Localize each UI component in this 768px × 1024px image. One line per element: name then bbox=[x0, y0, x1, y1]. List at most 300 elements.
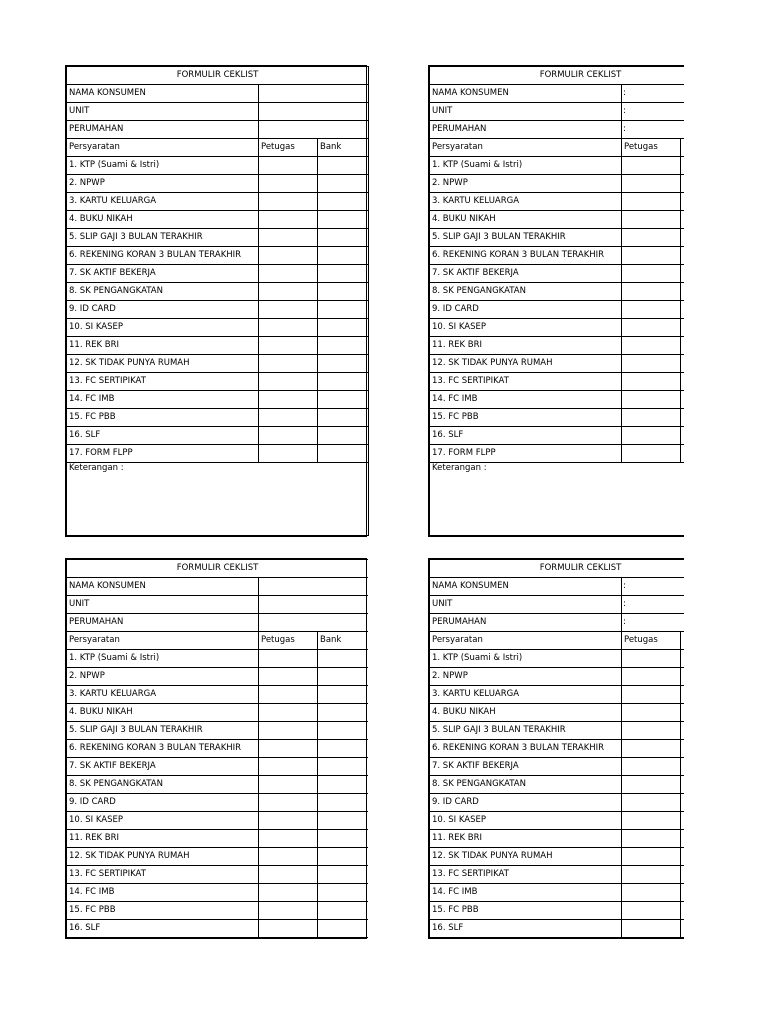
bank-check-cell[interactable] bbox=[318, 193, 369, 211]
table-row bbox=[430, 355, 685, 373]
table-row bbox=[430, 884, 685, 902]
form-title: FORMULIR CEKLIST bbox=[430, 560, 685, 578]
requirement-label: 8. SK PENGANGKATAN bbox=[67, 776, 259, 794]
petugas-check-cell[interactable] bbox=[622, 373, 681, 391]
table-row bbox=[67, 902, 369, 920]
table-row bbox=[430, 211, 685, 229]
petugas-check-cell[interactable] bbox=[622, 722, 681, 740]
table-row bbox=[67, 830, 369, 848]
petugas-check-cell[interactable] bbox=[622, 668, 681, 686]
petugas-check-cell[interactable] bbox=[259, 866, 318, 884]
field-value-unit[interactable] bbox=[259, 103, 369, 121]
bank-check-cell[interactable] bbox=[681, 409, 685, 427]
keterangan-box[interactable] bbox=[67, 463, 369, 536]
keterangan-label: Keterangan : bbox=[69, 463, 124, 473]
bank-check-cell[interactable] bbox=[318, 445, 369, 463]
bank-check-cell[interactable] bbox=[318, 283, 369, 301]
bank-check-cell[interactable] bbox=[681, 902, 685, 920]
bank-check-cell[interactable] bbox=[318, 812, 369, 830]
requirement-label: 3. KARTU KELUARGA bbox=[430, 193, 622, 211]
bank-check-cell[interactable] bbox=[318, 848, 369, 866]
table-row bbox=[67, 758, 369, 776]
bank-check-cell[interactable] bbox=[681, 211, 685, 229]
petugas-check-cell[interactable] bbox=[622, 211, 681, 229]
table-row bbox=[67, 668, 369, 686]
requirement-label: 3. KARTU KELUARGA bbox=[67, 686, 259, 704]
petugas-check-cell[interactable] bbox=[622, 157, 681, 175]
requirement-label: 10. SI KASEP bbox=[430, 812, 622, 830]
petugas-check-cell[interactable] bbox=[259, 668, 318, 686]
checklist-form-bottom-right-clip bbox=[428, 558, 684, 942]
column-header-petugas: Petugas bbox=[259, 139, 318, 157]
petugas-check-cell[interactable] bbox=[259, 229, 318, 247]
petugas-check-cell[interactable] bbox=[259, 830, 318, 848]
table-row bbox=[67, 373, 369, 391]
requirement-label: 15. FC PBB bbox=[430, 902, 622, 920]
bank-check-cell[interactable] bbox=[318, 920, 369, 938]
petugas-check-cell[interactable] bbox=[622, 740, 681, 758]
bank-check-cell[interactable] bbox=[681, 391, 685, 409]
table-row bbox=[67, 722, 369, 740]
field-label-nama-konsumen: NAMA KONSUMEN bbox=[430, 578, 622, 596]
bank-check-cell[interactable] bbox=[318, 902, 369, 920]
table-row bbox=[67, 848, 369, 866]
requirement-label: 7. SK AKTIF BEKERJA bbox=[430, 265, 622, 283]
checklist-form-bottom-left bbox=[65, 558, 367, 939]
bank-check-cell[interactable] bbox=[681, 337, 685, 355]
table-row bbox=[430, 758, 685, 776]
petugas-check-cell[interactable] bbox=[259, 373, 318, 391]
petugas-check-cell[interactable] bbox=[622, 229, 681, 247]
table-row bbox=[67, 427, 369, 445]
table-row bbox=[67, 193, 369, 211]
petugas-check-cell[interactable] bbox=[259, 740, 318, 758]
bank-check-cell[interactable] bbox=[318, 830, 369, 848]
checklist-table bbox=[66, 66, 369, 536]
petugas-check-cell[interactable] bbox=[622, 355, 681, 373]
petugas-check-cell[interactable] bbox=[622, 427, 681, 445]
bank-check-cell[interactable] bbox=[318, 884, 369, 902]
requirement-label: 2. NPWP bbox=[430, 175, 622, 193]
column-header-persyaratan: Persyaratan bbox=[430, 632, 622, 650]
column-header-persyaratan: Persyaratan bbox=[430, 139, 622, 157]
petugas-check-cell[interactable] bbox=[622, 650, 681, 668]
table-row bbox=[67, 301, 369, 319]
requirement-label: 4. BUKU NIKAH bbox=[430, 704, 622, 722]
petugas-check-cell[interactable] bbox=[259, 355, 318, 373]
bank-check-cell[interactable] bbox=[681, 668, 685, 686]
table-row bbox=[430, 229, 685, 247]
bank-check-cell[interactable] bbox=[681, 193, 685, 211]
petugas-check-cell[interactable] bbox=[259, 301, 318, 319]
bank-check-cell[interactable] bbox=[318, 373, 369, 391]
table-row bbox=[430, 157, 685, 175]
table-row bbox=[67, 884, 369, 902]
requirement-label: 12. SK TIDAK PUNYA RUMAH bbox=[430, 848, 622, 866]
petugas-check-cell[interactable] bbox=[622, 758, 681, 776]
petugas-check-cell[interactable] bbox=[259, 704, 318, 722]
bank-check-cell[interactable] bbox=[681, 920, 685, 938]
table-row bbox=[430, 650, 685, 668]
table-row bbox=[430, 319, 685, 337]
field-value-nama-konsumen[interactable] bbox=[259, 578, 369, 596]
checklist-form-bottom-right bbox=[428, 558, 684, 939]
bank-check-cell[interactable] bbox=[681, 758, 685, 776]
bank-check-cell[interactable] bbox=[318, 337, 369, 355]
petugas-check-cell[interactable] bbox=[259, 337, 318, 355]
requirement-label: 9. ID CARD bbox=[430, 301, 622, 319]
bank-check-cell[interactable] bbox=[318, 229, 369, 247]
table-row bbox=[430, 247, 685, 265]
table-row bbox=[67, 211, 369, 229]
field-value-nama-konsumen[interactable] bbox=[259, 85, 369, 103]
petugas-check-cell[interactable] bbox=[622, 902, 681, 920]
petugas-check-cell[interactable] bbox=[622, 920, 681, 938]
table-row bbox=[67, 650, 369, 668]
checklist-table bbox=[429, 559, 684, 938]
requirement-label: 16. SLF bbox=[430, 920, 622, 938]
petugas-check-cell[interactable] bbox=[622, 445, 681, 463]
table-row bbox=[67, 740, 369, 758]
bank-check-cell[interactable] bbox=[681, 157, 685, 175]
checklist-table bbox=[66, 559, 368, 938]
petugas-check-cell[interactable] bbox=[622, 265, 681, 283]
bank-check-cell[interactable] bbox=[318, 776, 369, 794]
bank-check-cell[interactable] bbox=[318, 175, 369, 193]
petugas-check-cell[interactable] bbox=[622, 686, 681, 704]
requirement-label: 1. KTP (Suami & Istri) bbox=[67, 157, 259, 175]
petugas-check-cell[interactable] bbox=[259, 686, 318, 704]
petugas-check-cell[interactable] bbox=[622, 884, 681, 902]
bank-check-cell[interactable] bbox=[681, 247, 685, 265]
petugas-check-cell[interactable] bbox=[622, 247, 681, 265]
requirement-label: 10. SI KASEP bbox=[67, 319, 259, 337]
bank-check-cell[interactable] bbox=[318, 355, 369, 373]
bank-check-cell[interactable] bbox=[318, 704, 369, 722]
requirement-label: 15. FC PBB bbox=[67, 409, 259, 427]
requirement-label: 7. SK AKTIF BEKERJA bbox=[67, 758, 259, 776]
petugas-check-cell[interactable] bbox=[622, 794, 681, 812]
keterangan-box[interactable] bbox=[430, 463, 685, 536]
bank-check-cell[interactable] bbox=[681, 866, 685, 884]
requirement-label: 6. REKENING KORAN 3 BULAN TERAKHIR bbox=[430, 247, 622, 265]
petugas-check-cell[interactable] bbox=[622, 301, 681, 319]
bank-check-cell[interactable] bbox=[318, 265, 369, 283]
table-row bbox=[67, 920, 369, 938]
requirement-label: 2. NPWP bbox=[67, 175, 259, 193]
table-row bbox=[430, 902, 685, 920]
field-label-perumahan: PERUMAHAN bbox=[430, 614, 622, 632]
table-row bbox=[67, 776, 369, 794]
column-header-petugas: Petugas bbox=[622, 632, 681, 650]
table-row bbox=[430, 722, 685, 740]
bank-check-cell[interactable] bbox=[681, 830, 685, 848]
petugas-check-cell[interactable] bbox=[622, 391, 681, 409]
table-row bbox=[430, 776, 685, 794]
requirement-label: 1. KTP (Suami & Istri) bbox=[67, 650, 259, 668]
requirement-label: 7. SK AKTIF BEKERJA bbox=[67, 265, 259, 283]
bank-check-cell[interactable] bbox=[681, 427, 685, 445]
bank-check-cell[interactable] bbox=[681, 794, 685, 812]
field-label-unit: UNIT bbox=[430, 103, 622, 121]
requirement-label: 17. FORM FLPP bbox=[430, 445, 622, 463]
requirement-label: 8. SK PENGANGKATAN bbox=[430, 283, 622, 301]
field-label-nama-konsumen: NAMA KONSUMEN bbox=[430, 85, 622, 103]
table-row bbox=[430, 740, 685, 758]
petugas-check-cell[interactable] bbox=[259, 283, 318, 301]
petugas-check-cell[interactable] bbox=[259, 211, 318, 229]
bank-check-cell[interactable] bbox=[318, 247, 369, 265]
table-row bbox=[67, 175, 369, 193]
bank-check-cell[interactable] bbox=[318, 319, 369, 337]
requirement-label: 15. FC PBB bbox=[430, 409, 622, 427]
requirement-label: 16. SLF bbox=[430, 427, 622, 445]
field-value-unit[interactable] bbox=[259, 596, 369, 614]
column-header-bank bbox=[681, 632, 685, 650]
field-label-perumahan: PERUMAHAN bbox=[67, 614, 259, 632]
field-value-perumahan[interactable] bbox=[259, 121, 369, 139]
table-row bbox=[430, 812, 685, 830]
petugas-check-cell[interactable] bbox=[259, 247, 318, 265]
table-row bbox=[67, 686, 369, 704]
requirement-label: 15. FC PBB bbox=[67, 902, 259, 920]
field-value-nama-konsumen[interactable]: : bbox=[622, 578, 685, 596]
field-value-unit[interactable]: : bbox=[622, 103, 685, 121]
requirement-label: 17. FORM FLPP bbox=[67, 445, 259, 463]
bank-check-cell[interactable] bbox=[681, 373, 685, 391]
table-row bbox=[430, 445, 685, 463]
table-row bbox=[430, 866, 685, 884]
requirement-label: 1. KTP (Suami & Istri) bbox=[430, 157, 622, 175]
bank-check-cell[interactable] bbox=[318, 650, 369, 668]
petugas-check-cell[interactable] bbox=[259, 758, 318, 776]
bank-check-cell[interactable] bbox=[681, 686, 685, 704]
bank-check-cell[interactable] bbox=[318, 866, 369, 884]
table-row bbox=[67, 866, 369, 884]
bank-check-cell[interactable] bbox=[318, 794, 369, 812]
table-row bbox=[67, 355, 369, 373]
column-header-petugas: Petugas bbox=[622, 139, 681, 157]
table-row bbox=[430, 920, 685, 938]
field-label-unit: UNIT bbox=[430, 596, 622, 614]
bank-check-cell[interactable] bbox=[318, 668, 369, 686]
petugas-check-cell[interactable] bbox=[622, 283, 681, 301]
table-row bbox=[430, 337, 685, 355]
table-row bbox=[430, 686, 685, 704]
table-row bbox=[67, 157, 369, 175]
field-value-perumahan[interactable]: : bbox=[622, 121, 685, 139]
table-row bbox=[67, 247, 369, 265]
field-label-perumahan: PERUMAHAN bbox=[430, 121, 622, 139]
table-row bbox=[67, 265, 369, 283]
bank-check-cell[interactable] bbox=[681, 884, 685, 902]
requirement-label: 9. ID CARD bbox=[67, 794, 259, 812]
table-row bbox=[430, 668, 685, 686]
bank-check-cell[interactable] bbox=[681, 175, 685, 193]
bank-check-cell[interactable] bbox=[318, 391, 369, 409]
requirement-label: 2. NPWP bbox=[67, 668, 259, 686]
requirement-label: 12. SK TIDAK PUNYA RUMAH bbox=[67, 355, 259, 373]
field-label-nama-konsumen: NAMA KONSUMEN bbox=[67, 85, 259, 103]
bank-check-cell[interactable] bbox=[318, 722, 369, 740]
bank-check-cell[interactable] bbox=[681, 445, 685, 463]
table-row bbox=[430, 409, 685, 427]
requirement-label: 14. FC IMB bbox=[430, 884, 622, 902]
checklist-form-top-right bbox=[428, 65, 684, 537]
petugas-check-cell[interactable] bbox=[622, 337, 681, 355]
bank-check-cell[interactable] bbox=[681, 283, 685, 301]
requirement-label: 6. REKENING KORAN 3 BULAN TERAKHIR bbox=[430, 740, 622, 758]
table-row bbox=[430, 848, 685, 866]
bank-check-cell[interactable] bbox=[318, 301, 369, 319]
petugas-check-cell[interactable] bbox=[259, 794, 318, 812]
bank-check-cell[interactable] bbox=[318, 409, 369, 427]
petugas-check-cell[interactable] bbox=[259, 265, 318, 283]
column-header-petugas: Petugas bbox=[259, 632, 318, 650]
column-header-persyaratan: Persyaratan bbox=[67, 139, 259, 157]
petugas-check-cell[interactable] bbox=[259, 776, 318, 794]
requirement-label: 5. SLIP GAJI 3 BULAN TERAKHIR bbox=[430, 722, 622, 740]
field-label-nama-konsumen: NAMA KONSUMEN bbox=[67, 578, 259, 596]
form-title: FORMULIR CEKLIST bbox=[67, 560, 369, 578]
petugas-check-cell[interactable] bbox=[259, 848, 318, 866]
petugas-check-cell[interactable] bbox=[622, 776, 681, 794]
requirement-label: 13. FC SERTIPIKAT bbox=[430, 866, 622, 884]
table-row bbox=[67, 704, 369, 722]
bank-check-cell[interactable] bbox=[681, 848, 685, 866]
bank-check-cell[interactable] bbox=[681, 722, 685, 740]
requirement-label: 16. SLF bbox=[67, 427, 259, 445]
bank-check-cell[interactable] bbox=[681, 650, 685, 668]
table-row bbox=[67, 445, 369, 463]
field-value-perumahan[interactable] bbox=[259, 614, 369, 632]
requirement-label: 4. BUKU NIKAH bbox=[67, 704, 259, 722]
table-row bbox=[430, 283, 685, 301]
field-label-unit: UNIT bbox=[67, 103, 259, 121]
bank-check-cell[interactable] bbox=[318, 157, 369, 175]
bank-check-cell[interactable] bbox=[681, 319, 685, 337]
petugas-check-cell[interactable] bbox=[622, 830, 681, 848]
table-row bbox=[67, 337, 369, 355]
petugas-check-cell[interactable] bbox=[259, 650, 318, 668]
table-row bbox=[430, 704, 685, 722]
bank-check-cell[interactable] bbox=[681, 812, 685, 830]
table-row bbox=[67, 391, 369, 409]
bank-check-cell[interactable] bbox=[681, 776, 685, 794]
petugas-check-cell[interactable] bbox=[622, 319, 681, 337]
column-header-bank bbox=[681, 139, 685, 157]
requirement-label: 2. NPWP bbox=[430, 668, 622, 686]
form-title: FORMULIR CEKLIST bbox=[430, 67, 685, 85]
bank-check-cell[interactable] bbox=[318, 427, 369, 445]
table-row bbox=[430, 373, 685, 391]
requirement-label: 3. KARTU KELUARGA bbox=[430, 686, 622, 704]
requirement-label: 12. SK TIDAK PUNYA RUMAH bbox=[67, 848, 259, 866]
bank-check-cell[interactable] bbox=[318, 758, 369, 776]
requirement-label: 5. SLIP GAJI 3 BULAN TERAKHIR bbox=[67, 722, 259, 740]
requirement-label: 13. FC SERTIPIKAT bbox=[430, 373, 622, 391]
bank-check-cell[interactable] bbox=[681, 229, 685, 247]
requirement-label: 9. ID CARD bbox=[430, 794, 622, 812]
keterangan-label: Keterangan : bbox=[432, 463, 487, 473]
table-row bbox=[430, 193, 685, 211]
petugas-check-cell[interactable] bbox=[259, 409, 318, 427]
petugas-check-cell[interactable] bbox=[622, 812, 681, 830]
requirement-label: 7. SK AKTIF BEKERJA bbox=[430, 758, 622, 776]
requirement-label: 5. SLIP GAJI 3 BULAN TERAKHIR bbox=[67, 229, 259, 247]
requirement-label: 6. REKENING KORAN 3 BULAN TERAKHIR bbox=[67, 247, 259, 265]
requirement-label: 3. KARTU KELUARGA bbox=[67, 193, 259, 211]
bank-check-cell[interactable] bbox=[681, 355, 685, 373]
requirement-label: 9. ID CARD bbox=[67, 301, 259, 319]
petugas-check-cell[interactable] bbox=[259, 902, 318, 920]
petugas-check-cell[interactable] bbox=[622, 175, 681, 193]
petugas-check-cell[interactable] bbox=[622, 848, 681, 866]
bank-check-cell[interactable] bbox=[318, 211, 369, 229]
bank-check-cell[interactable] bbox=[681, 704, 685, 722]
requirement-label: 14. FC IMB bbox=[67, 391, 259, 409]
requirement-label: 4. BUKU NIKAH bbox=[67, 211, 259, 229]
requirement-label: 8. SK PENGANGKATAN bbox=[67, 283, 259, 301]
petugas-check-cell[interactable] bbox=[259, 812, 318, 830]
table-row bbox=[430, 794, 685, 812]
petugas-check-cell[interactable] bbox=[259, 193, 318, 211]
field-value-perumahan[interactable]: : bbox=[622, 614, 685, 632]
requirement-label: 11. REK BRI bbox=[67, 337, 259, 355]
requirement-label: 11. REK BRI bbox=[67, 830, 259, 848]
column-header-persyaratan: Persyaratan bbox=[67, 632, 259, 650]
checklist-form-bottom-left-clip bbox=[65, 558, 368, 942]
column-header-bank: Bank bbox=[318, 632, 369, 650]
requirement-label: 6. REKENING KORAN 3 BULAN TERAKHIR bbox=[67, 740, 259, 758]
bank-check-cell[interactable] bbox=[681, 740, 685, 758]
table-row bbox=[67, 409, 369, 427]
requirement-label: 14. FC IMB bbox=[67, 884, 259, 902]
petugas-check-cell[interactable] bbox=[259, 884, 318, 902]
petugas-check-cell[interactable] bbox=[259, 175, 318, 193]
petugas-check-cell[interactable] bbox=[259, 391, 318, 409]
requirement-label: 13. FC SERTIPIKAT bbox=[67, 866, 259, 884]
requirement-label: 1. KTP (Suami & Istri) bbox=[430, 650, 622, 668]
bank-check-cell[interactable] bbox=[318, 686, 369, 704]
petugas-check-cell[interactable] bbox=[259, 445, 318, 463]
table-row bbox=[430, 427, 685, 445]
petugas-check-cell[interactable] bbox=[622, 866, 681, 884]
petugas-check-cell[interactable] bbox=[622, 193, 681, 211]
petugas-check-cell[interactable] bbox=[622, 704, 681, 722]
requirement-label: 16. SLF bbox=[67, 920, 259, 938]
petugas-check-cell[interactable] bbox=[259, 427, 318, 445]
table-row bbox=[67, 812, 369, 830]
petugas-check-cell[interactable] bbox=[622, 409, 681, 427]
table-row bbox=[430, 175, 685, 193]
field-value-unit[interactable]: : bbox=[622, 596, 685, 614]
field-value-nama-konsumen[interactable]: : bbox=[622, 85, 685, 103]
bank-check-cell[interactable] bbox=[318, 740, 369, 758]
table-row bbox=[67, 283, 369, 301]
requirement-label: 13. FC SERTIPIKAT bbox=[67, 373, 259, 391]
bank-check-cell[interactable] bbox=[681, 265, 685, 283]
petugas-check-cell[interactable] bbox=[259, 157, 318, 175]
table-row bbox=[430, 830, 685, 848]
requirement-label: 10. SI KASEP bbox=[430, 319, 622, 337]
petugas-check-cell[interactable] bbox=[259, 920, 318, 938]
petugas-check-cell[interactable] bbox=[259, 319, 318, 337]
table-row bbox=[430, 301, 685, 319]
petugas-check-cell[interactable] bbox=[259, 722, 318, 740]
column-header-bank: Bank bbox=[318, 139, 369, 157]
bank-check-cell[interactable] bbox=[681, 301, 685, 319]
